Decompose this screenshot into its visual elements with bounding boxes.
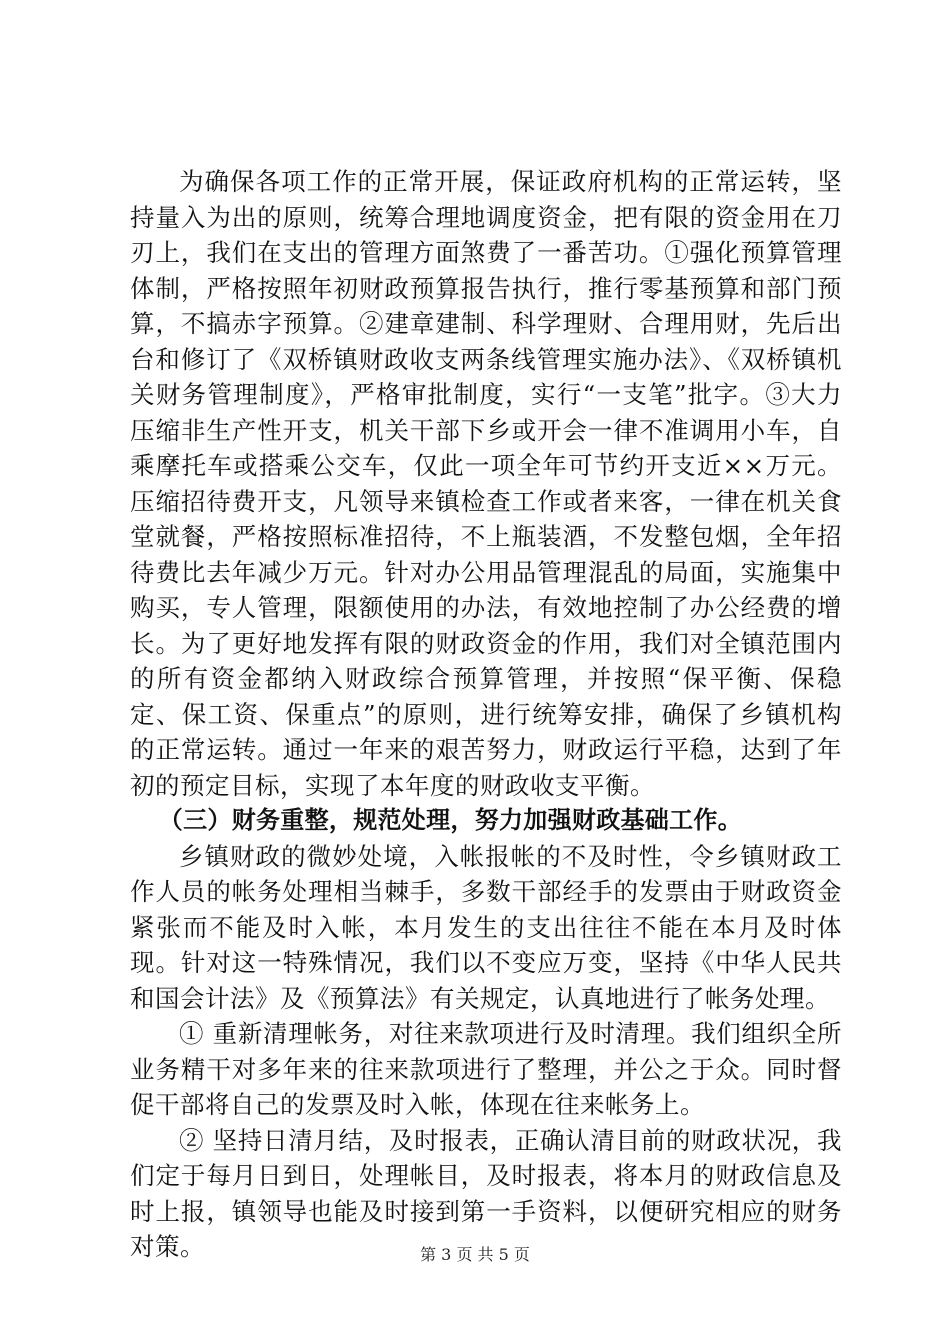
paragraph-accounting-situation: 乡镇财政的微妙处境，入帐报帐的不及时性，令乡镇财政工作人员的帐务处理相当棘手，多数干部经手的发票由于财政资金紧张而不能及时入帐，本月发生的支出往往不能在本月及时体现。针对这一特殊情况，我们以不变应万变，坚持《中华人民共和国会计法》及《预算法》有关规定，认真地进行了帐务处理。 [130,841,842,1013]
section-heading-financial-reorganization: （三）财务重整，规范处理，努力加强财政基础工作。 [158,806,742,834]
page-number-footer: 第 3 页 共 5 页 [420,1245,530,1264]
paragraph-monthly-reporting: ② 坚持日清月结，及时报表，正确认清目前的财政状况，我们定于每月日到日，处理帐目，及时报表，将本月的财政信息及时上报，镇领导也能及时接到第一手资料，以便研究相应的财务对策。 [130,1125,842,1261]
paragraph-expenditure-management: 为确保各项工作的正常开展，保证政府机构的正常运转，坚持量入为出的原则，统筹合理地调度资金，把有限的资金用在刀刃上，我们在支出的管理方面煞费了一番苦功。①强化预算管理体制，严格按照年初财政预算报告执行，推行零基预算和部门预算，不搞赤字预算。②建章建制、科学理财、合理用财，先后出台和修订了《双桥镇财政收支两条线管理实施办法》、《双桥镇机关财务管理制度》，严格审批制度，实行“一支笔”批字。③大力压缩非生产性开支，机关干部下乡或开会一律不准调用小车，自乘摩托车或搭乘公交车，仅此一项全年可节约开支近××万元。压缩招待费开支，凡领导来镇检查工作或者来客，一律在机关食堂就餐，严格按照标准招待，不上瓶装酒，不发整包烟，全年招待费比去年减少万元。针对办公用品管理混乱的局面，实施集中购买，专人管理，限额使用的办法，有效地控制了办公经费的增长。为了更好地发挥有限的财政资金的作用，我们对全镇范围内的所有资金都纳入财政综合预算管理，并按照“保平衡、保稳定、保工资、保重点”的原则，进行统筹安排，确保了乡镇机构的正常运转。通过一年来的艰苦努力，财政运行平稳，达到了年初的预定目标，实现了本年度的财政收支平衡。 [130,167,842,800]
paragraph-clear-accounts: ① 重新清理帐务，对往来款项进行及时清理。我们组织全所业务精干对多年来的往来款项进行了整理，并公之于众。同时督促干部将自己的发票及时入帐，体现在往来帐务上。 [130,1019,842,1119]
document-body [130,164,842,1265]
